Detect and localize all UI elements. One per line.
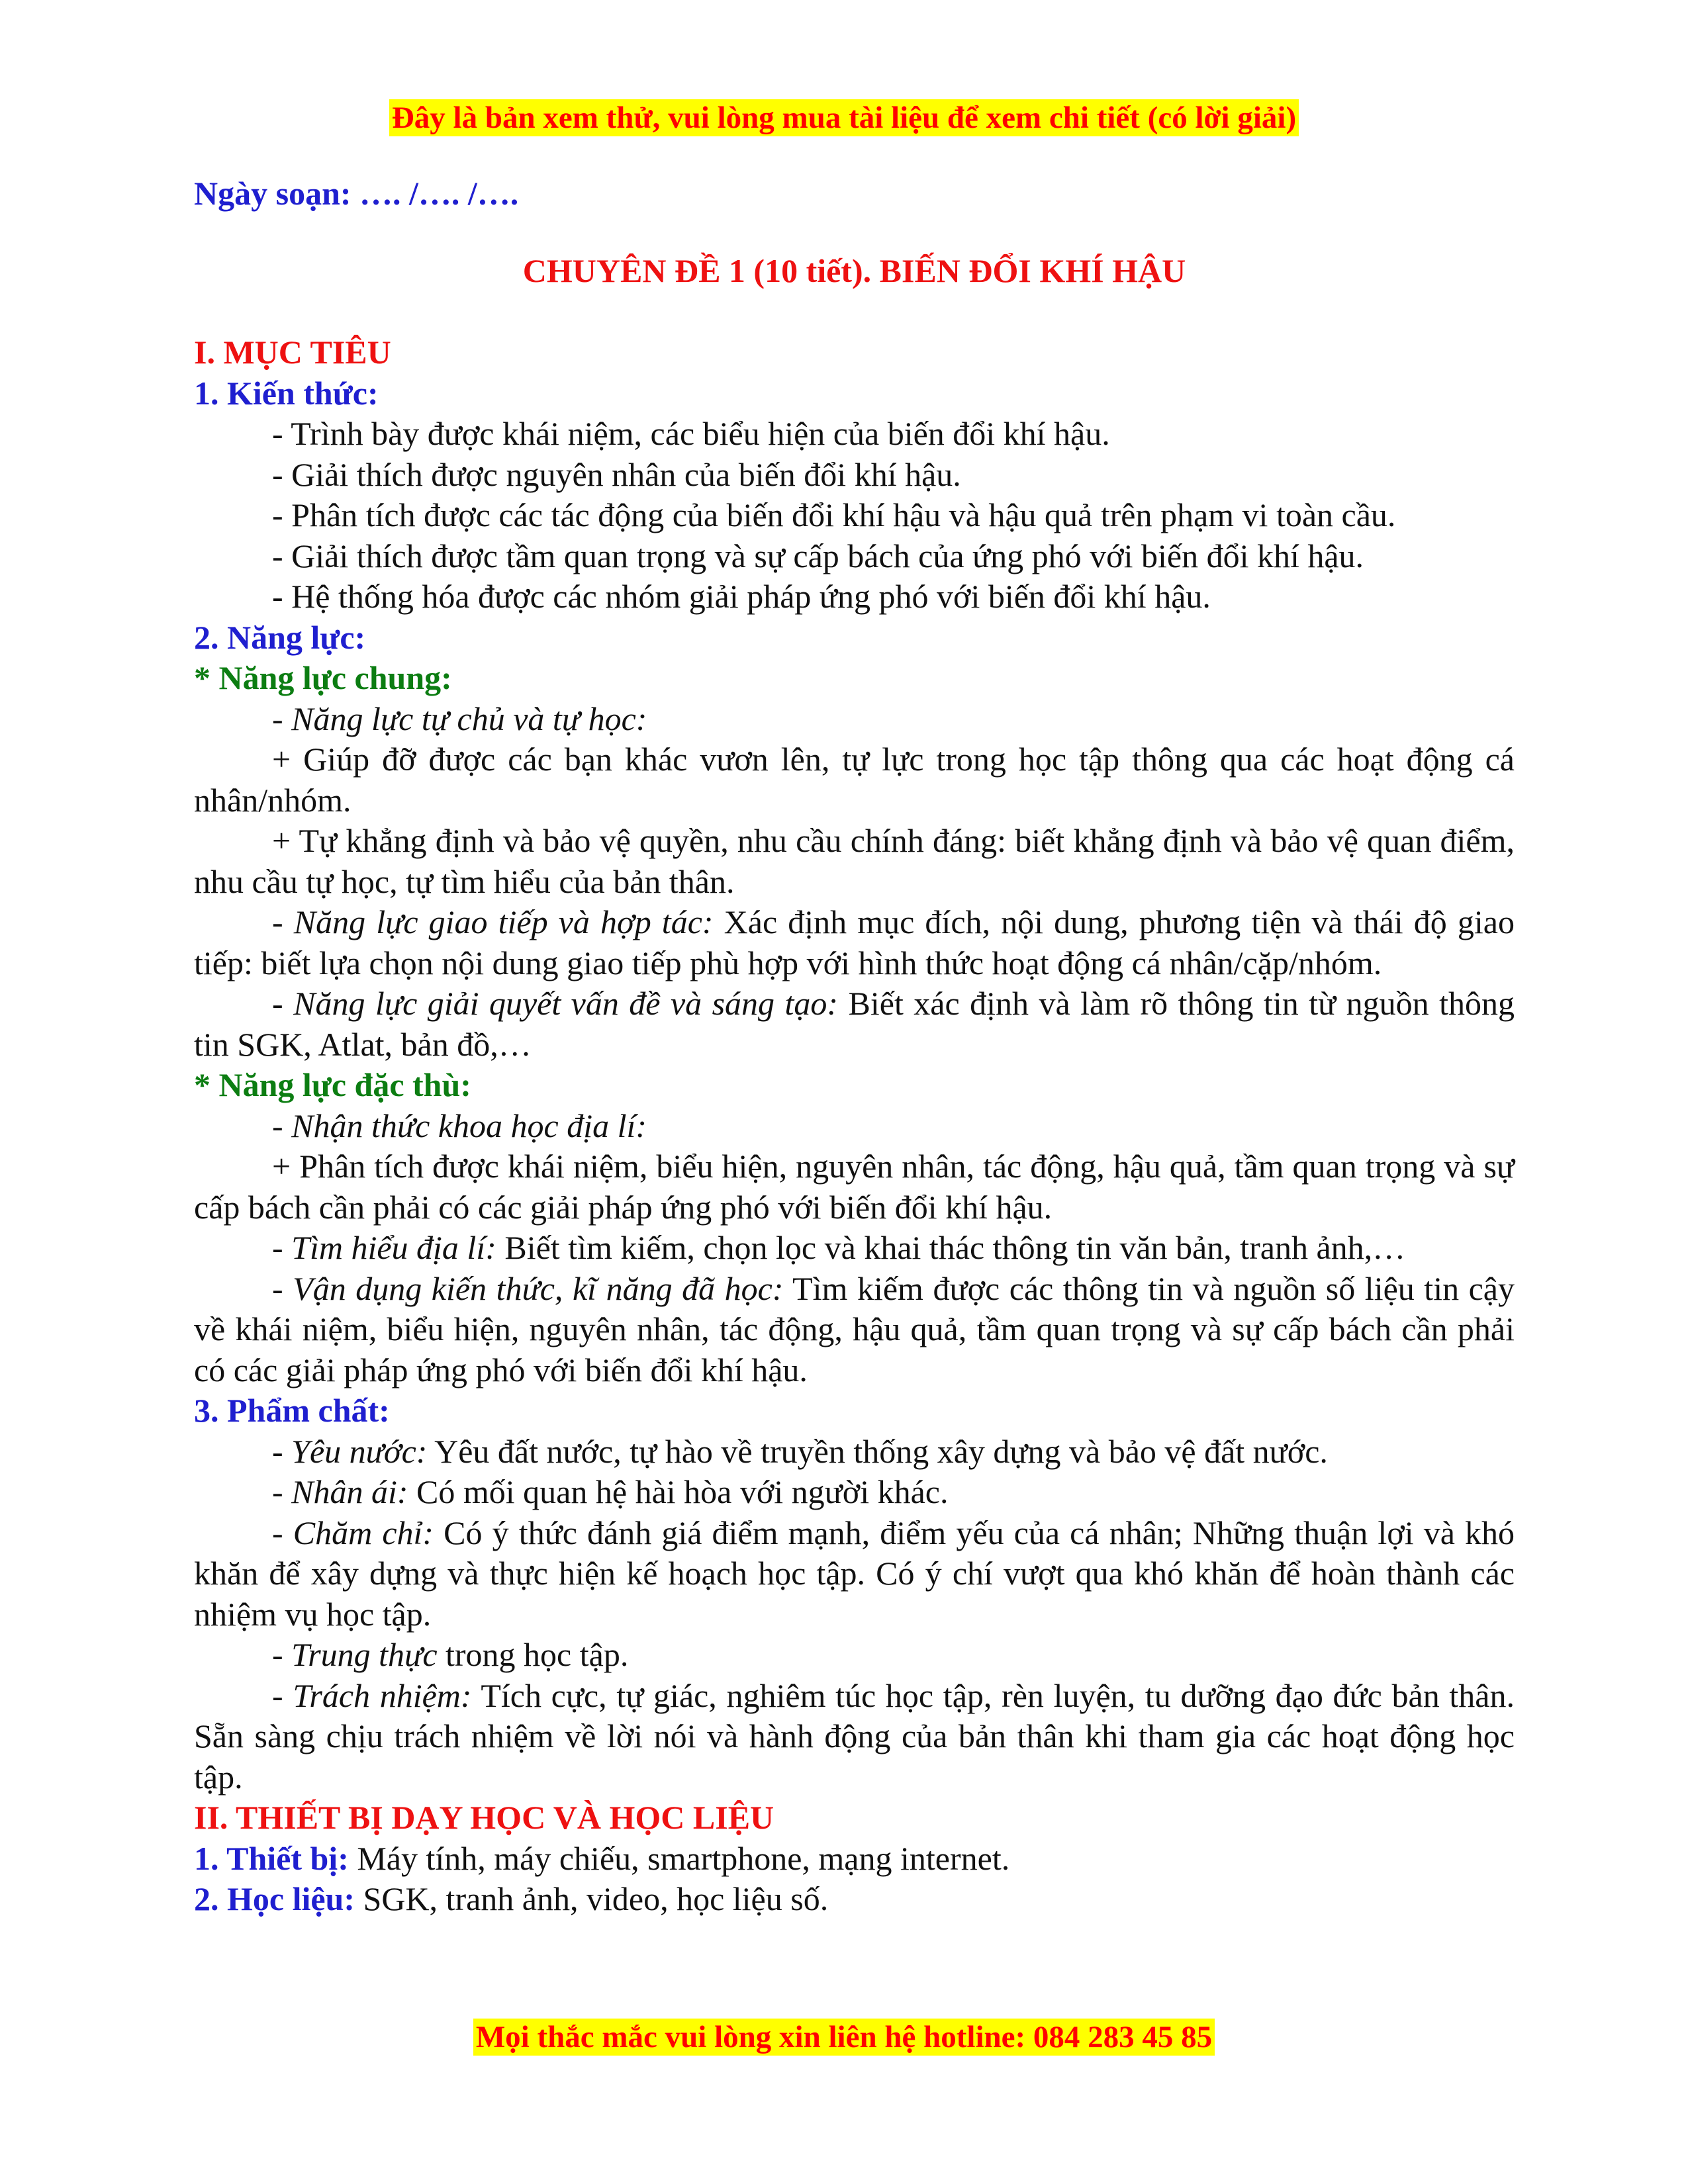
- section-1-heading: I. MỤC TIÊU: [194, 334, 391, 371]
- cognition-label-line: [194, 1106, 1515, 1147]
- communication-paragraph: [194, 902, 1515, 983]
- materials-text: SGK, tranh ảnh, video, học liệu số.: [355, 1880, 829, 1917]
- apply-text: Tìm kiếm được các thông tin và nguồn số liệu tin cậy về khái niệm, biểu hiện, nguyên nhân, tác động, hậu quả, tầm quan trọng và sự cấp bách cần phải có các giải pháp ứng phó với biến đổi khí hậu.: [194, 1269, 1515, 1388]
- cognition-paragraph: + Phân tích được khái niệm, biểu hiện, nguyên nhân, tác động, hậu quả, tầm quan trọng và sự cấp bách cần phải có các giải pháp ứng phó với biến đổi khí hậu.: [194, 1148, 1515, 1226]
- responsibility-text: Tích cực, tự giác, nghiêm túc học tập, rèn luyện, tu dưỡng đạo đức bản thân. Sẵn sàng chịu trách nhiệm về lời nói và hành động của bản thân khi tham gia các hoạt động học tập.: [194, 1676, 1515, 1796]
- qualities-heading: 3. Phẩm chất:: [194, 1392, 390, 1429]
- responsibility-paragraph: [194, 1676, 1515, 1798]
- section-2-heading: II. THIẾT BỊ DẠY HỌC VÀ HỌC LIỆU: [194, 1799, 774, 1836]
- hotline-banner-text: Mọi thắc mắc vui lòng xin liên hệ hotline: 084 283 45 85: [473, 2019, 1215, 2056]
- problem-solving-label: - Năng lực giải quyết vấn đề và sáng tạo:: [272, 985, 839, 1022]
- preview-banner-text: Đây là bản xem thử, vui lòng mua tài liệu để xem chi tiết (có lời giải): [389, 99, 1299, 136]
- preview-banner-top: [0, 99, 1688, 136]
- patriot-text: Yêu đất nước, tự hào về truyền thống xây dựng và bảo vệ đất nước.: [427, 1432, 1328, 1470]
- kindness-label: - Nhân ái:: [272, 1473, 408, 1510]
- specific-competence-heading: * Năng lực đặc thù:: [194, 1066, 471, 1103]
- problem-solving-paragraph: [194, 983, 1515, 1065]
- self-study-label-line: [194, 699, 1515, 740]
- self-study-item: + Giúp đỡ được các bạn khác vươn lên, tự lực trong học tập thông qua các hoạt động cá nhân/nhóm.: [194, 741, 1515, 819]
- communication-text: Xác định mục đích, nội dung, phương tiện và thái độ giao tiếp: biết lựa chọn nội dung giao tiếp phù hợp với hình thức hoạt động cá nhân/cặp/nhóm.: [194, 903, 1515, 981]
- honesty-text: trong học tập.: [437, 1636, 629, 1673]
- self-study-label: - Năng lực tự chủ và tự học:: [272, 700, 647, 737]
- hotline-banner: [0, 2019, 1688, 2056]
- honesty-paragraph: [194, 1635, 1515, 1676]
- explore-label: - Tìm hiểu địa lí:: [272, 1229, 496, 1266]
- explore-paragraph: [194, 1228, 1515, 1269]
- diligence-paragraph: [194, 1513, 1515, 1635]
- equipment-line: [194, 1839, 1515, 1880]
- equipment-label: 1. Thiết bị:: [194, 1839, 349, 1877]
- kindness-paragraph: [194, 1472, 1515, 1513]
- knowledge-heading: 1. Kiến thức:: [194, 374, 379, 412]
- knowledge-item: - Giải thích được tầm quan trọng và sự cấp bách của ứng phó với biến đổi khí hậu.: [272, 537, 1364, 574]
- competence-heading: 2. Năng lực:: [194, 618, 366, 656]
- diligence-label: - Chăm chỉ:: [272, 1514, 434, 1551]
- honesty-label: - Trung thực: [272, 1636, 438, 1673]
- knowledge-item: - Phân tích được các tác động của biến đổi khí hậu và hậu quả trên phạm vi toàn cầu.: [272, 496, 1396, 533]
- communication-label: - Năng lực giao tiếp và hợp tác:: [272, 903, 714, 940]
- cognition-label: - Nhận thức khoa học địa lí:: [272, 1107, 647, 1144]
- patriot-paragraph: [194, 1432, 1515, 1473]
- problem-solving-text: Biết xác định và làm rõ thông tin từ nguồn thông tin SGK, Atlat, bản đồ,…: [194, 985, 1515, 1063]
- document-content: [194, 173, 1515, 1920]
- general-competence-heading: * Năng lực chung:: [194, 659, 452, 696]
- knowledge-item: - Trình bày được khái niệm, các biểu hiện của biến đổi khí hậu.: [272, 415, 1110, 452]
- responsibility-label: - Trách nhiệm:: [272, 1676, 472, 1714]
- knowledge-item: - Hệ thống hóa được các nhóm giải pháp ứng phó với biến đổi khí hậu.: [272, 578, 1211, 615]
- diligence-text: Có ý thức đánh giá điểm mạnh, điểm yếu của cá nhân; Những thuận lợi và khó khăn để xây dựng và thực hiện kế hoạch học tập. Có ý chí vượt qua khó khăn để hoàn thành các nhiệm vụ học tập.: [194, 1514, 1515, 1633]
- materials-label: 2. Học liệu:: [194, 1880, 355, 1917]
- patriot-label: - Yêu nước:: [272, 1432, 428, 1470]
- apply-paragraph: [194, 1269, 1515, 1391]
- explore-text: Biết tìm kiếm, chọn lọc và khai thác thông tin văn bản, tranh ảnh,…: [496, 1229, 1406, 1266]
- date-line: Ngày soạn: …. /…. /….: [194, 175, 519, 212]
- page-title: CHUYÊN ĐỀ 1 (10 tiết). BIẾN ĐỔI KHÍ HẬU: [522, 251, 1186, 289]
- apply-label: - Vận dụng kiến thức, kĩ năng đã học:: [272, 1269, 784, 1307]
- materials-line: [194, 1879, 1515, 1920]
- knowledge-item: - Giải thích được nguyên nhân của biến đổi khí hậu.: [272, 455, 961, 493]
- equipment-text: Máy tính, máy chiếu, smartphone, mạng internet.: [348, 1839, 1010, 1877]
- kindness-text: Có mối quan hệ hài hòa với người khác.: [408, 1473, 949, 1510]
- self-study-item: + Tự khẳng định và bảo vệ quyền, nhu cầu chính đáng: biết khẳng định và bảo vệ quan điểm, nhu cầu tự học, tự tìm hiểu của bản thân.: [194, 822, 1515, 900]
